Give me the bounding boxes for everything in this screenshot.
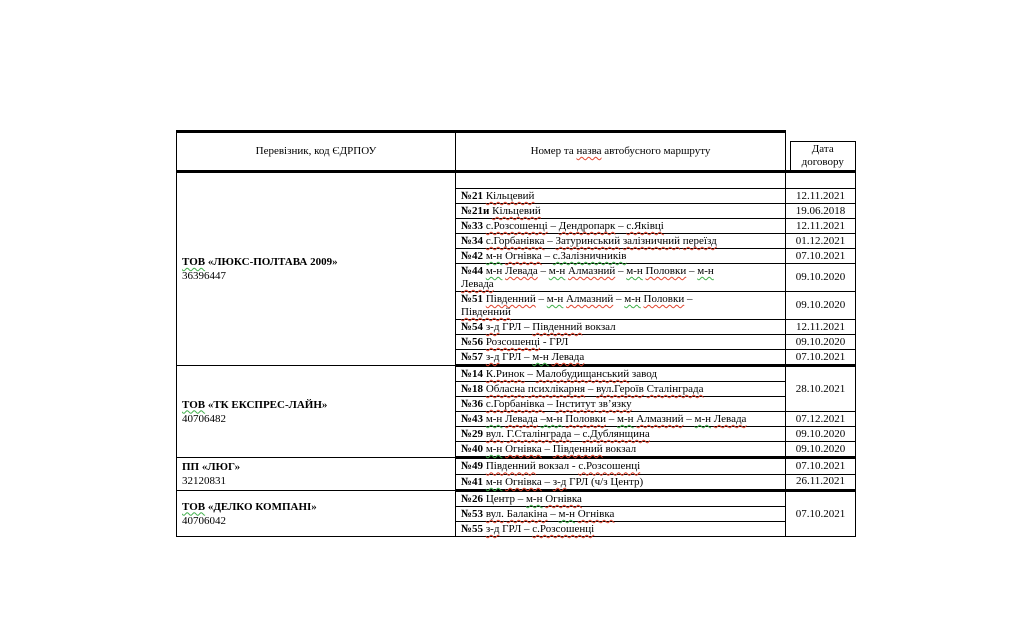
header-date-line1: Дата <box>811 142 834 155</box>
carrier-name: ПП «ЛЮГ» <box>182 461 241 473</box>
route-number: №44 <box>461 265 484 277</box>
route-cell <box>456 397 786 412</box>
date-cell: 12.11.2021 <box>786 189 856 204</box>
header-date-column <box>786 132 856 172</box>
route-number: №26 <box>461 493 484 505</box>
date-cell: 07.10.2021 <box>786 249 856 264</box>
route-name: м-н Огнівка – с.Залізничників <box>485 250 627 262</box>
route-cell <box>456 442 786 458</box>
carrier-cell <box>177 458 456 491</box>
table-header-row <box>177 132 856 172</box>
route-row <box>177 491 856 507</box>
route-number: №53 <box>461 508 484 520</box>
route-number: №55 <box>461 523 484 535</box>
route-name: м-н Левада –м-н Половки – м-н Алмазний – м-н Левада <box>485 413 747 425</box>
route-cell <box>456 458 786 475</box>
date-cell: 01.12.2021 <box>786 234 856 249</box>
carrier-code: 40706042 <box>182 514 226 527</box>
route-number: №41 <box>461 475 484 488</box>
route-number: №43 <box>461 413 484 425</box>
date-cell: 07.10.2021 <box>786 350 856 366</box>
route-cell <box>456 292 786 320</box>
route-number: №49 <box>461 460 484 473</box>
route-cell <box>456 234 786 249</box>
route-cell <box>456 507 786 522</box>
spacer-cell <box>786 172 856 189</box>
route-name: м-н Левада – м-н Алмазний – м-н Половки – м-н Левада <box>461 265 714 290</box>
route-name: м-н Огнівка – Південний вокзал <box>485 443 637 455</box>
route-cell <box>456 320 786 335</box>
route-cell <box>456 474 786 491</box>
route-cell <box>456 219 786 234</box>
route-number: №14 <box>461 368 484 380</box>
route-name: з-д ГРЛ – с.Розсошенці <box>485 523 595 535</box>
date-cell: 12.11.2021 <box>786 320 856 335</box>
route-name: м-н Огнівка – з-д ГРЛ (ч/з Центр) <box>485 475 644 488</box>
carrier-code: 32120831 <box>182 475 226 487</box>
header-date-box <box>790 141 856 171</box>
route-row <box>177 366 856 382</box>
date-cell: 28.10.2021 <box>786 366 856 412</box>
route-cell <box>456 522 786 537</box>
date-cell: 07.10.2021 <box>786 458 856 475</box>
route-name: з-д ГРЛ – м-н Левада <box>485 351 585 363</box>
route-name: Кільцевий <box>492 205 541 217</box>
carrier-name: ТОВ «ЛЮКС-ПОЛТАВА 2009» <box>182 256 338 268</box>
route-name: вул. Балакіна – м-н Огнівка <box>485 508 615 520</box>
route-cell <box>456 249 786 264</box>
routes-table <box>176 130 856 537</box>
route-number: №57 <box>461 351 484 363</box>
route-number: №21и <box>461 205 490 217</box>
route-name: с.Горбанівка – Затуринський залізничний переїзд <box>485 235 717 247</box>
route-name: с.Горбанівка – Інститут зв’язку <box>485 398 632 410</box>
route-cell <box>456 366 786 382</box>
route-number: №40 <box>461 443 484 455</box>
route-name: з-д ГРЛ – Південний вокзал <box>485 321 616 333</box>
carrier-cell <box>177 491 456 537</box>
date-cell: 09.10.2020 <box>786 335 856 350</box>
route-number: №18 <box>461 383 484 395</box>
date-cell: 12.11.2021 <box>786 219 856 234</box>
spacer-row <box>177 172 856 189</box>
header-route-label: Номер та назва автобусного маршруту <box>530 145 711 157</box>
route-name: Центр – м-н Огнівка <box>485 493 582 505</box>
date-cell: 07.12.2021 <box>786 412 856 427</box>
date-cell: 26.11.2021 <box>786 474 856 491</box>
route-name: Кільцевий <box>485 190 535 202</box>
route-number: №33 <box>461 220 484 232</box>
route-name: Обласна психлікарня – вул.Героїв Сталінграда <box>485 383 704 395</box>
route-number: №54 <box>461 321 484 333</box>
carrier-cell <box>177 366 456 458</box>
route-name: Південний вокзал - с.Розсошенці <box>485 460 641 473</box>
date-cell: 19.06.2018 <box>786 204 856 219</box>
route-name: вул. Г.Сталінграда – с.Дублянщина <box>485 428 650 440</box>
spacer-cell <box>456 172 786 189</box>
route-name: с.Розсошенці – Дендропарк – с.Яківці <box>485 220 664 232</box>
carrier-code: 36396447 <box>182 270 226 282</box>
date-cell: 09.10.2020 <box>786 442 856 458</box>
route-row <box>177 458 856 475</box>
route-number: №42 <box>461 250 484 262</box>
route-cell <box>456 491 786 507</box>
header-route-column <box>456 132 786 172</box>
date-cell: 09.10.2020 <box>786 292 856 320</box>
route-cell <box>456 427 786 442</box>
date-cell: 09.10.2020 <box>786 427 856 442</box>
route-cell <box>456 412 786 427</box>
route-number: №51 <box>461 293 484 305</box>
route-cell <box>456 264 786 292</box>
route-number: №34 <box>461 235 484 247</box>
route-name: К.Ринок – Малобудищанський завод <box>485 368 658 380</box>
route-number: №21 <box>461 190 484 202</box>
route-cell <box>456 335 786 350</box>
carrier-name: ТОВ «ТК ЕКСПРЕС-ЛАЙН» <box>182 398 328 411</box>
carrier-name: ТОВ «ДЕЛКО КОМПАНІ» <box>182 500 317 513</box>
date-cell: 09.10.2020 <box>786 264 856 292</box>
route-cell <box>456 382 786 397</box>
carrier-cell <box>177 172 456 366</box>
table-body <box>177 172 856 537</box>
route-cell <box>456 350 786 366</box>
route-cell <box>456 204 786 219</box>
route-cell <box>456 189 786 204</box>
date-cell: 07.10.2021 <box>786 491 856 537</box>
route-number: №36 <box>461 398 484 410</box>
route-number: №56 <box>461 336 484 348</box>
header-date-line2: договору <box>801 155 844 168</box>
route-name: Розсошенці - ГРЛ <box>485 336 569 348</box>
carrier-code: 40706482 <box>182 412 226 425</box>
route-number: №29 <box>461 428 484 440</box>
route-name: Південний – м-н Алмазний – м-н Половки – Південний <box>461 293 693 318</box>
header-carrier-column: Перевізник, код ЄДРПОУ <box>177 132 456 172</box>
